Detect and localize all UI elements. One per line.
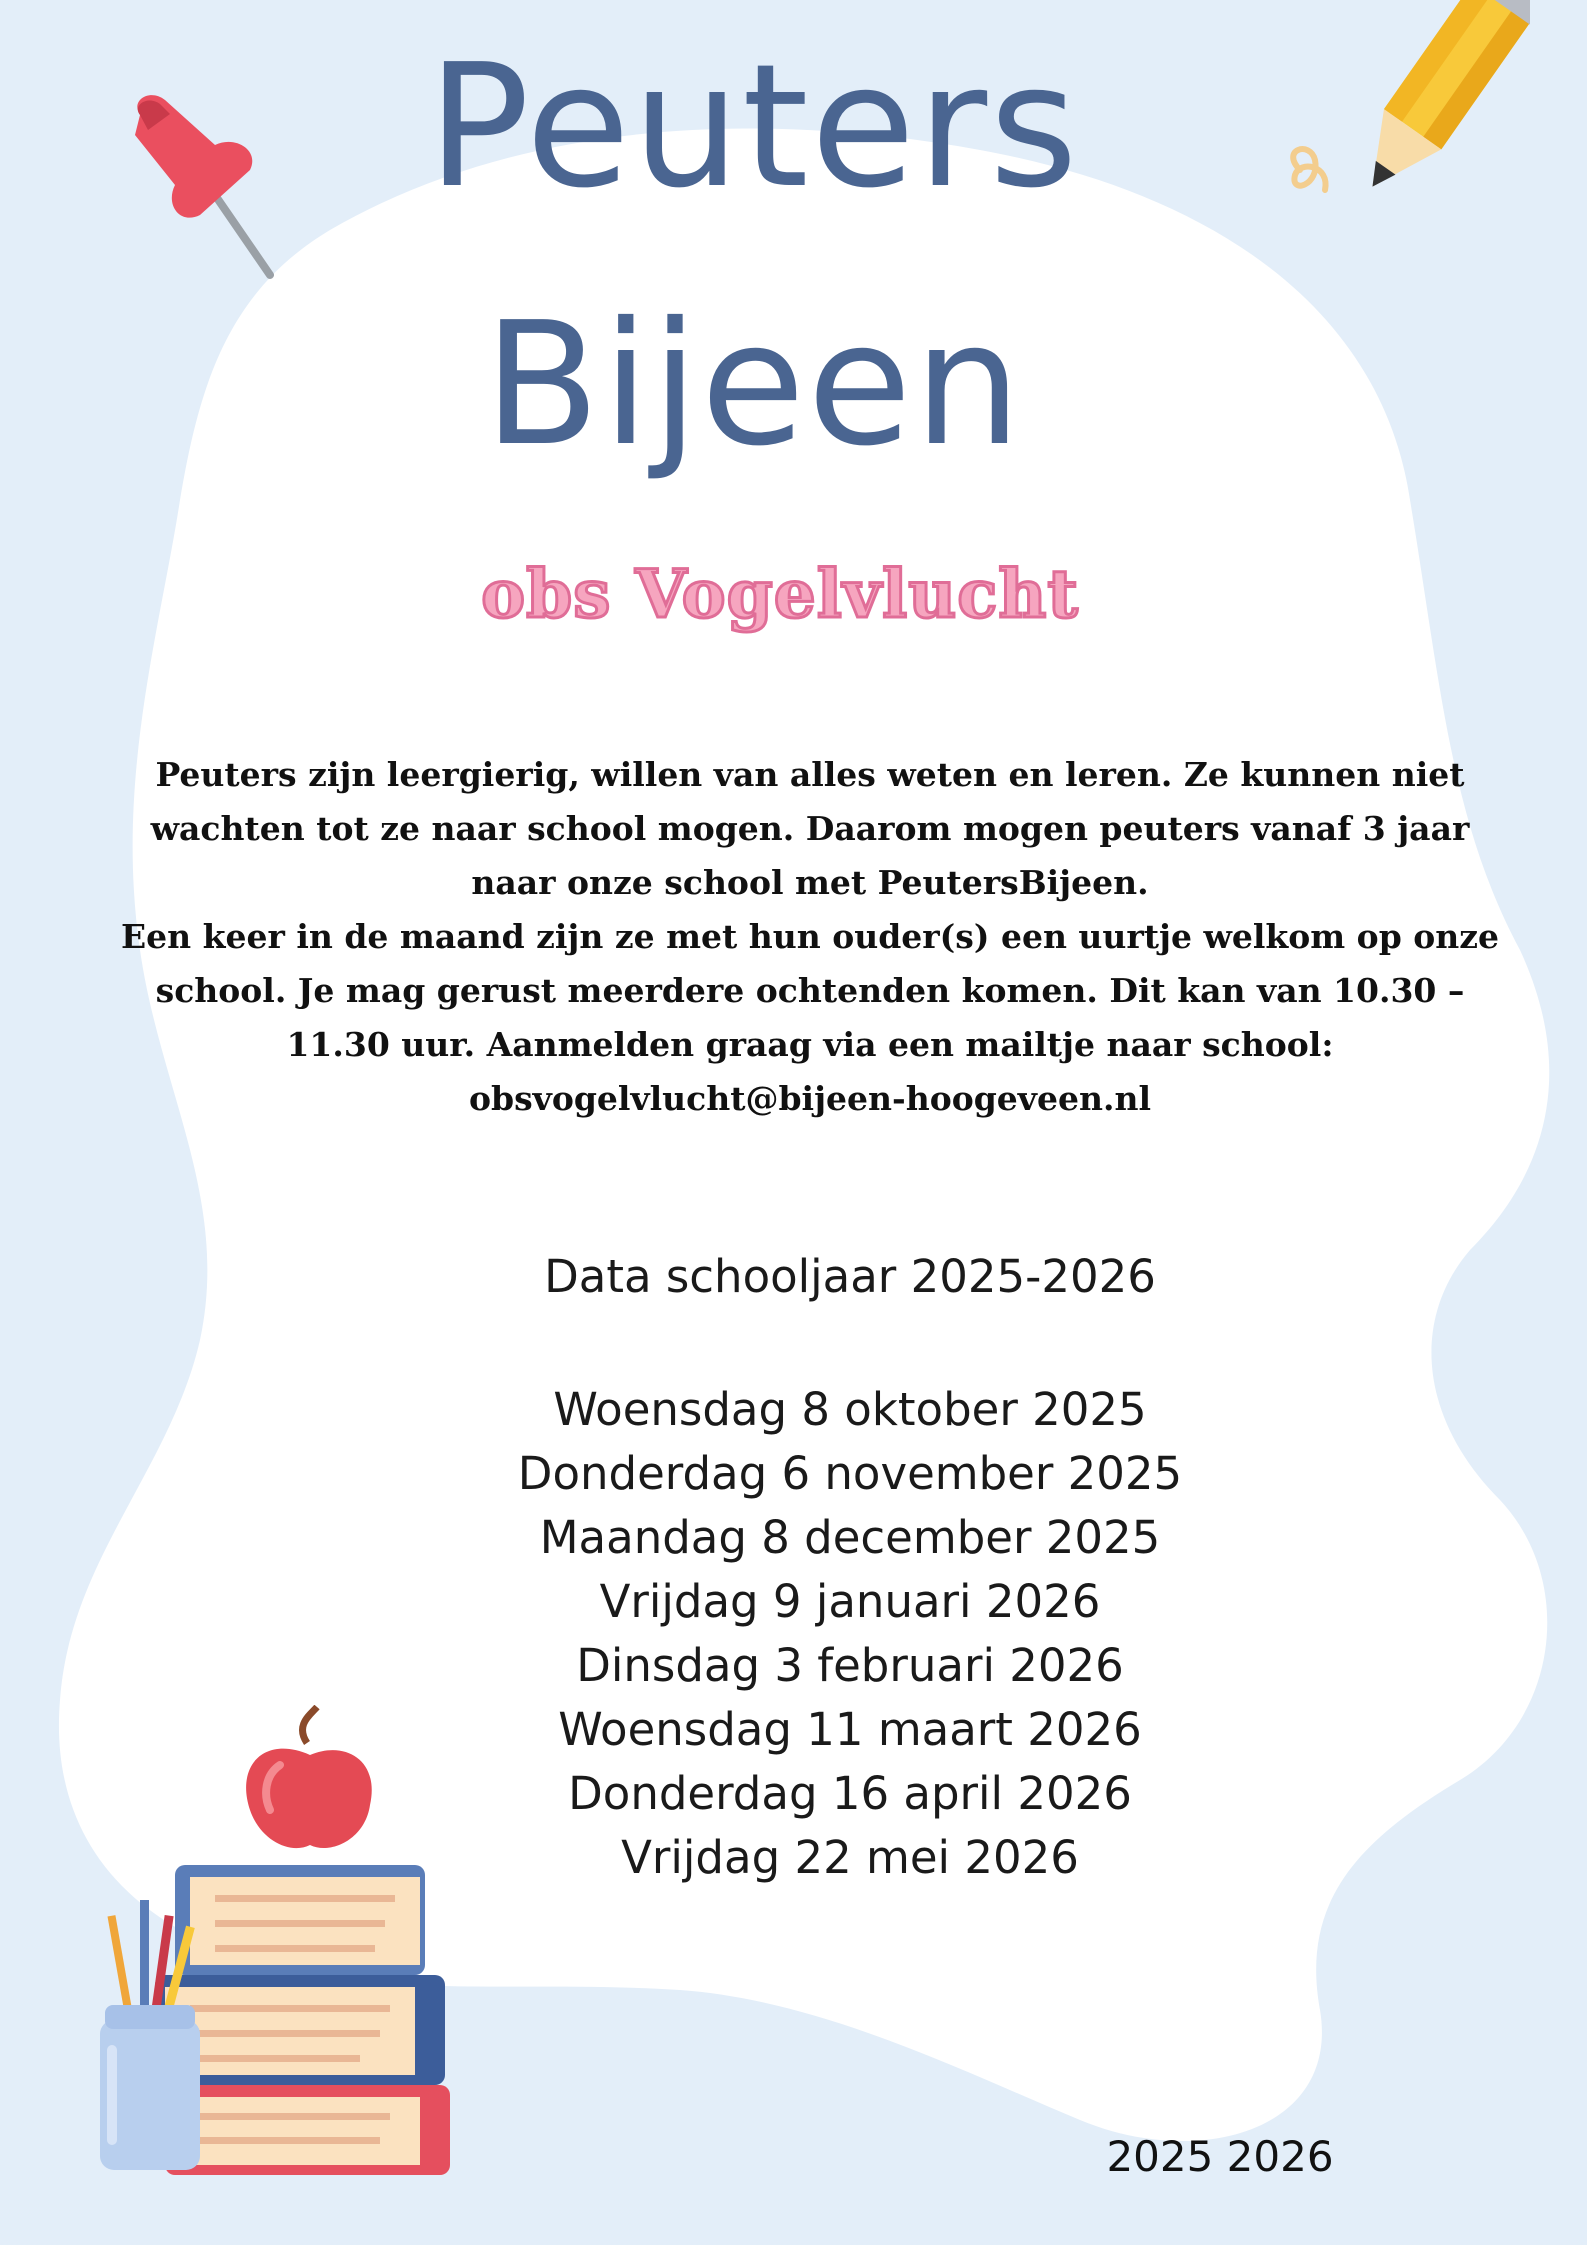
date-item: Maandag 8 december 2025 — [539, 1511, 1161, 1564]
intro-text — [110, 748, 1510, 1126]
date-item: Woensdag 11 maart 2026 — [558, 1703, 1142, 1756]
date-item: Dinsdag 3 februari 2026 — [576, 1639, 1124, 1692]
apple-icon — [246, 1707, 372, 1848]
page-title-line-1: Peuters — [427, 28, 1080, 226]
dates-heading: Data schooljaar 2025-2026 — [544, 1250, 1156, 1303]
date-item: Woensdag 8 oktober 2025 — [553, 1383, 1147, 1436]
date-item: Vrijdag 22 mei 2026 — [621, 1831, 1079, 1884]
intro-paragraph: Een keer in de maand zijn ze met hun ouder(s) een uurtje welkom op onze school. Je mag gerust meerdere ochtenden komen. Dit kan van 10.30 – 11.30 uur. Aanmelden graag via een mailtje naar school: obsvogelvlucht@bijeen-hoogeveen.nl — [120, 917, 1499, 1118]
page-title-line-2: Bijeen — [483, 286, 1024, 484]
school-name: obs Vogelvlucht — [481, 555, 1079, 633]
date-item: Vrijdag 9 januari 2026 — [599, 1575, 1101, 1628]
pencil-cup-icon — [100, 1900, 200, 2170]
date-item: Donderdag 6 november 2025 — [517, 1447, 1183, 1500]
dates-list — [450, 1378, 1250, 1890]
footer-year: 2025 2026 — [1106, 2132, 1334, 2181]
date-item: Donderdag 16 april 2026 — [568, 1767, 1132, 1820]
books-stack-icon — [95, 1705, 465, 2175]
intro-paragraph: Peuters zijn leergierig, willen van alles weten en leren. Ze kunnen niet wachten tot ze naar school mogen. Daarom mogen peuters vanaf 3 jaar naar onze school met PeutersBijeen. — [150, 755, 1470, 902]
